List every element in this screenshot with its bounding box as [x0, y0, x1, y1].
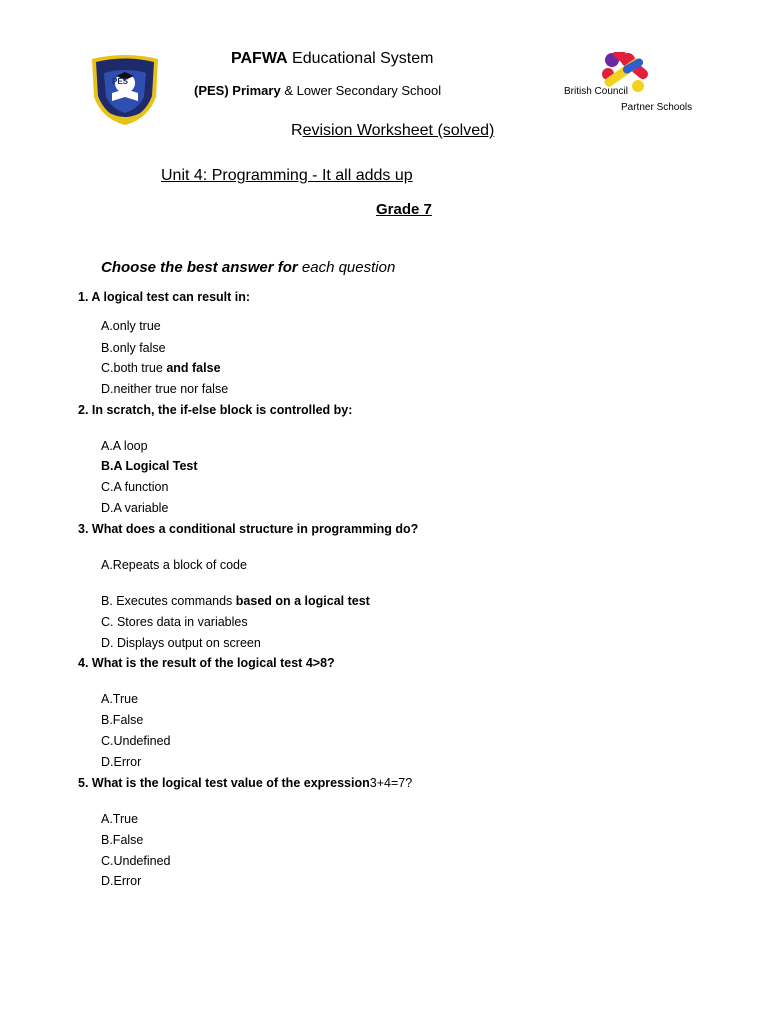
instructions: Choose the best answer for each question [101, 259, 396, 276]
q1-option-b: B.only false [101, 341, 166, 355]
british-council-label: British Council [564, 86, 628, 97]
q4-option-a: A.True [101, 692, 139, 706]
question-5: 5. What is the logical test value of the expression3+4=7? [78, 776, 413, 790]
q1-option-d: D.neither true nor false [101, 382, 229, 396]
q1-option-a: A.only true [101, 319, 161, 333]
organisation-name: PAFWA Educational System [231, 50, 434, 67]
q5-option-b: B.False [101, 833, 144, 847]
q1-option-c: C.both true and false [101, 361, 221, 375]
q2-option-d: D.A variable [101, 501, 169, 515]
q5-option-c: C.Undefined [101, 854, 171, 868]
q4-option-b: B.False [101, 713, 144, 727]
q3-option-b: B. Executes commands based on a logical test [101, 594, 370, 608]
q5-option-d: D.Error [101, 874, 142, 888]
worksheet-title: Revision Worksheet (solved) [291, 122, 495, 139]
unit-title: Unit 4: Programming - It all adds up [161, 167, 413, 184]
question-4: 4. What is the result of the logical test 4>8? [78, 656, 335, 670]
crest-initials: PES [112, 77, 129, 86]
q2-option-a: A.A loop [101, 439, 148, 453]
partner-schools-label: Partner Schools [621, 102, 693, 113]
question-1: 1. A logical test can result in: [78, 290, 251, 304]
q5-option-a: A.True [101, 812, 139, 826]
q3-option-d: D. Displays output on screen [101, 636, 261, 650]
q3-option-c: C. Stores data in variables [101, 615, 248, 629]
question-2: 2. In scratch, the if-else block is controlled by: [78, 403, 353, 417]
grade-label: Grade 7 [376, 201, 432, 218]
q3-option-a: A.Repeats a block of code [101, 558, 247, 572]
school-crest-logo [88, 53, 162, 127]
q2-option-c: C.A function [101, 480, 169, 494]
q4-option-c: C.Undefined [101, 734, 171, 748]
q4-option-d: D.Error [101, 755, 142, 769]
question-3: 3. What does a conditional structure in programming do? [78, 522, 419, 536]
school-name: (PES) Primary & Lower Secondary School [194, 83, 442, 98]
q2-option-b: B.A Logical Test [101, 459, 198, 473]
